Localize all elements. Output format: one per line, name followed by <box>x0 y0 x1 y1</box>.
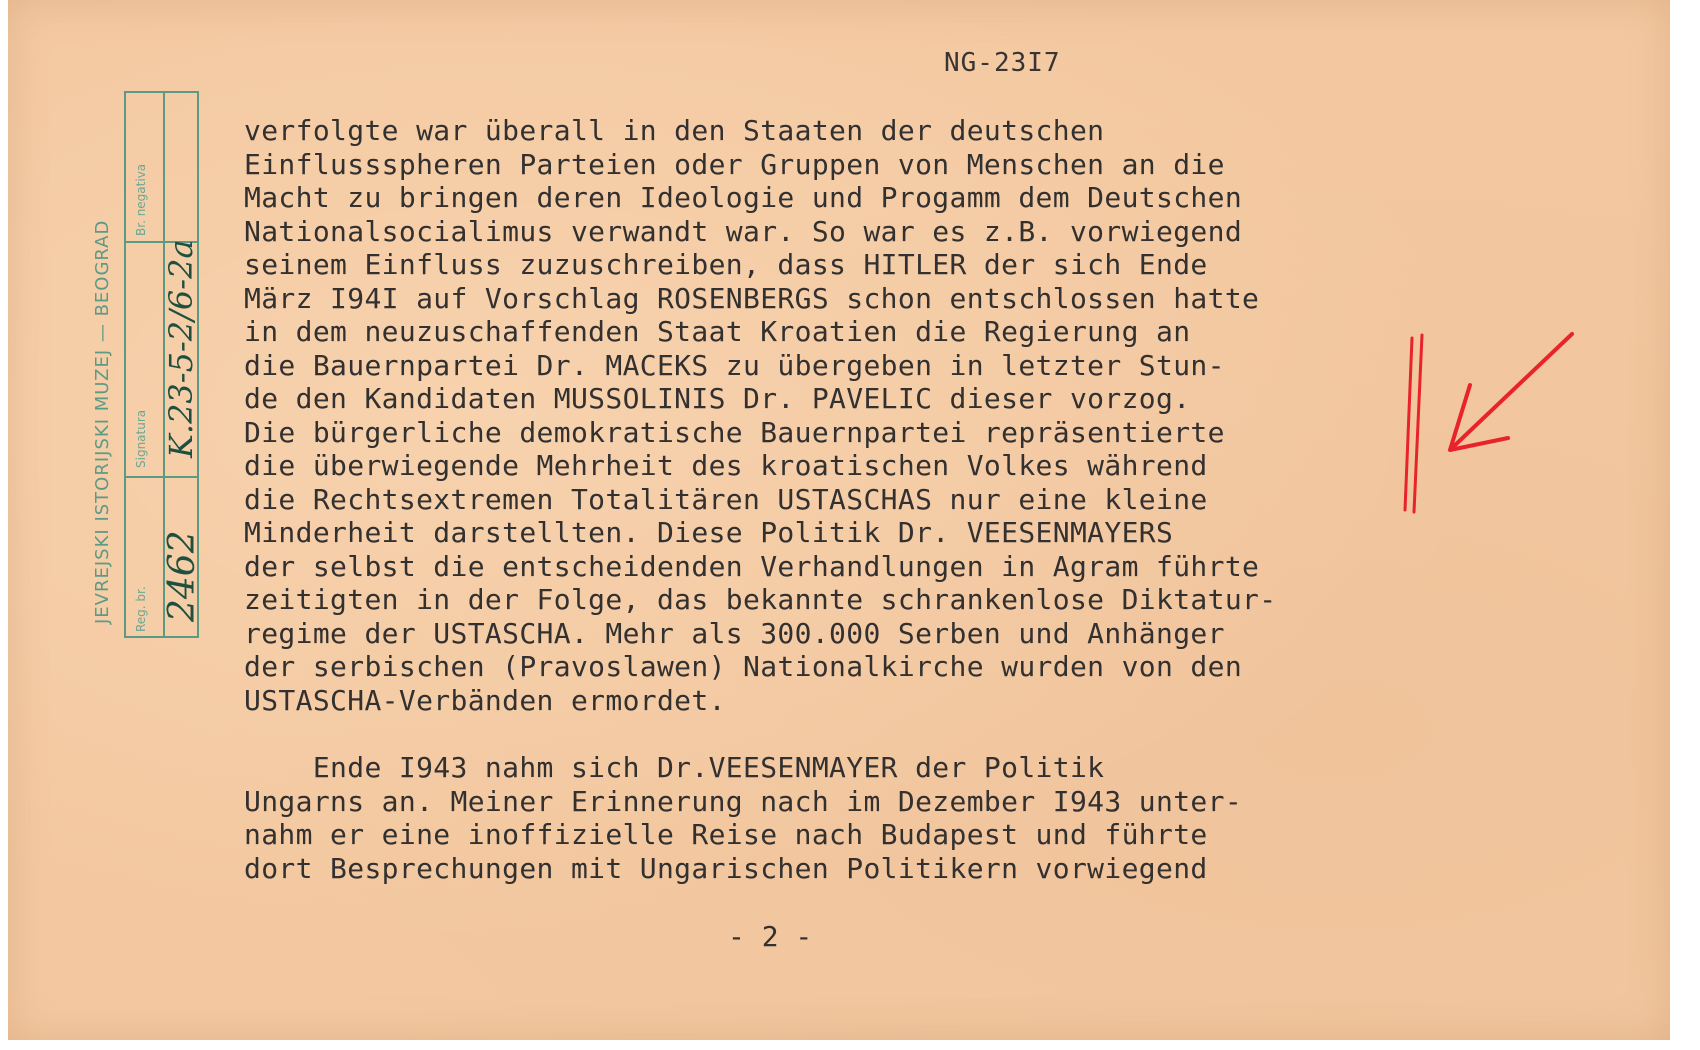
text-line: Ungarns an. Meiner Erinnerung nach im Dezember I943 unter- <box>244 784 1243 818</box>
text-line: Minderheit darstellten. Diese Politik Dr. VEESENMAYERS <box>244 516 1174 549</box>
red-vertical-line <box>1414 335 1422 512</box>
text-line: dort Besprechungen mit Ungarischen Politikern vorwiegend <box>244 851 1208 885</box>
text-line: der selbst die entscheidenden Verhandlungen in Agram führte <box>244 549 1260 583</box>
text-line: zeitigten in der Folge, das bekannte schrankenlose Diktatur- <box>244 583 1277 616</box>
text-line: Die bürgerliche demokratische Bauernpartei repräsentierte <box>244 415 1225 449</box>
red-vertical-line <box>1405 338 1412 510</box>
text-line: regime der USTASCHA. Mehr als 300.000 Serben und Anhänger <box>244 616 1225 650</box>
stamp-reg-number: 2462 <box>162 530 203 622</box>
page-number: - 2 - <box>728 920 813 953</box>
stamp-signatura-value: K.23-5-2/6-2a <box>162 239 200 458</box>
text-line: Macht zu bringen deren Ideologie und Progamm dem Deutschen <box>244 181 1243 214</box>
text-line: Ende I943 nahm sich Dr.VEESENMAYER der Politik <box>244 751 1105 784</box>
text-line: verfolgte war überall in den Staaten der deutschen <box>244 114 1105 147</box>
text-line: die Bauernpartei Dr. MACEKS zu übergeben in letzter Stun- <box>244 348 1225 382</box>
text-line: seinem Einfluss zuzuschreiben, dass HITLER der sich Ende <box>244 248 1208 281</box>
document-number: NG-23I7 <box>944 48 1061 78</box>
text-line: Einflussspheren Parteien oder Gruppen von Menschen an die <box>244 147 1225 181</box>
text-line: in dem neuzuschaffenden Staat Kroatien die Regierung an <box>244 315 1191 348</box>
text-line: der serbischen (Pravoslawen) Nationalkirche wurden von den <box>244 650 1243 683</box>
stamp-negative-label: Br. negativa <box>134 163 148 236</box>
text-line: März I94I auf Vorschlag ROSENBERGS schon entschlossen hatte <box>244 281 1260 315</box>
text-line: die Rechtsextremen Totalitären USTASCHAS nur eine kleine <box>244 482 1208 516</box>
stamp-institution: JEVREJSKI ISTORIJSKI MUZEJ — BEOGRAD <box>92 219 113 624</box>
text-line: de den Kandidaten MUSSOLINIS Dr. PAVELIC dieser vorzog. <box>244 382 1191 415</box>
stamp-signatura-label: Signatura <box>134 409 148 468</box>
text-line: nahm er eine inoffizielle Reise nach Budapest und führte <box>244 818 1208 851</box>
text-line: USTASCHA-Verbänden ermordet. <box>244 683 726 717</box>
text-line: Nationalsocialimus verwandt war. So war es z.B. vorwiegend <box>244 214 1243 248</box>
text-line: die überwiegende Mehrheit des kroatischen Volkes während <box>244 449 1208 482</box>
stamp-reg-label: Reg. br. <box>134 586 148 632</box>
